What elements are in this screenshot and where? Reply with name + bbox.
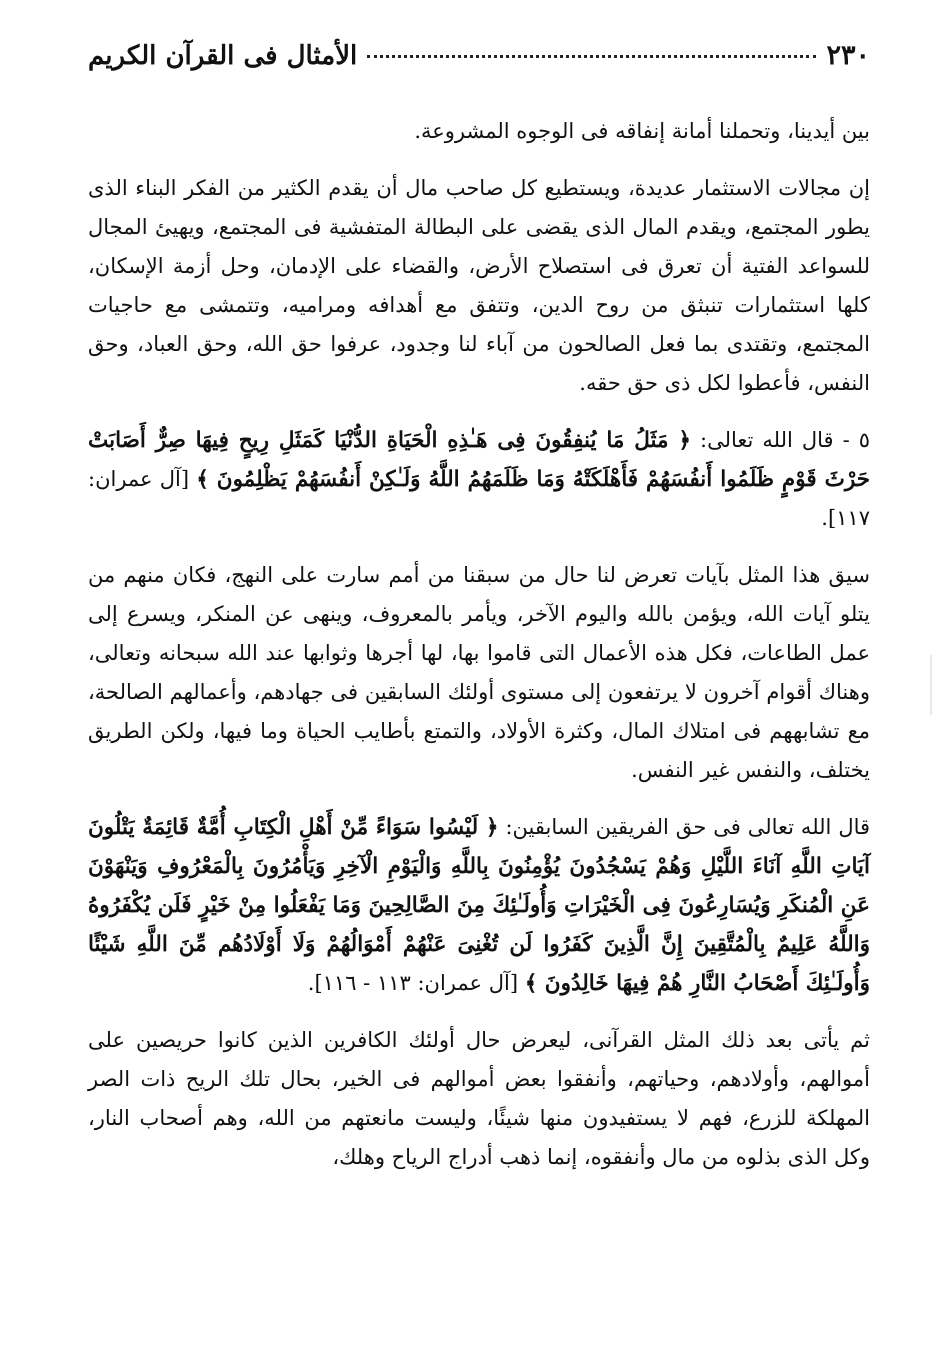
verse-intro: قال الله تعالى فى حق الفريقين السابقين: — [505, 815, 871, 839]
scan-margin-mark — [930, 655, 932, 715]
page-number: ٢٣٠ — [826, 40, 870, 71]
paragraph-explanation: سيق هذا المثل بآيات تعرض لنا حال من سبقنا من أمم سارت على النهج، فكان منهم من يتلو آيات الله، ويؤمن بالله واليوم الآخر، ويأمر بالمعروف، وينهى عن المنكر، ويسرع إلى عمل الطاعات، فكل هذه الأعمال التى قاموا بها، لها أجرها وثوابها عند الله سبحانه وتعالى، وهناك أقوام آخرون لا يرتفعون إلى مستوى أولئك السابقين فى جهادهم، وأعمالهم الصالحة، مع تشابههم فى امتلاك المال، وكثرة الأولاد، والتمتع بأطايب الحياة وما فيها، ولكن الطريق يختلف، والنفس غير النفس. — [88, 563, 870, 782]
page-body — [88, 112, 870, 1177]
paragraph-continuation: بين أيدينا، وتحملنا أمانة إنفاقه فى الوجوه المشروعة. — [414, 119, 870, 143]
paragraph-verse-117 — [88, 421, 870, 538]
paragraph-conclusion: ثم يأتى بعد ذلك المثل القرآنى، ليعرض حال أولئك الكافرين الذين كانوا حريصين على أموالهم، وأولادهم، وحياتهم، وأنفقوا بعض أموالهم فى الخير، بحال تلك الريح ذات الصر المهلكة للزرع، فهم لا يستفيدون منها شيئًا، وليست مانعتهم من الله، وهم أصحاب النار، وكل الذى بذلوه من مال وأنفقوه، إنما ذهب أدراج الرياح وهلك، — [88, 1028, 870, 1169]
verse-reference: [آل عمران: ١١٧]. — [88, 467, 870, 530]
quran-verse: ﴿ لَيْسُوا سَوَاءً مِّنْ أَهْلِ الْكِتَابِ أُمَّةٌ قَائِمَةٌ يَتْلُونَ آيَاتِ اللَّهِ آنَاءَ اللَّيْلِ وَهُمْ يَسْجُدُونَ يُؤْمِنُونَ بِاللَّهِ وَالْيَوْمِ الْآخِرِ وَيَأْمُرُونَ بِالْمَعْرُوفِ وَيَنْهَوْنَ عَنِ الْمُنكَرِ وَيُسَارِعُونَ فِى الْخَيْرَاتِ وَأُولَـٰئِكَ مِنَ الصَّالِحِينَ وَمَا يَفْعَلُوا مِنْ خَيْرٍ فَلَن يُكْفَرُوهُ وَاللَّهُ عَلِيمٌ بِالْمُتَّقِينَ إِنَّ الَّذِينَ كَفَرُوا لَن تُغْنِىَ عَنْهُمْ أَمْوَالُهُمْ وَلَا أَوْلَادُهُم مِّنَ اللَّهِ شَيْئًا وَأُولَـٰئِكَ أَصْحَابُ النَّارِ هُمْ فِيهَا خَالِدُونَ ﴾ — [88, 815, 870, 996]
verse-intro: ٥ - قال الله تعالى: — [700, 428, 870, 452]
page-header — [88, 40, 870, 102]
header-dotted-leader — [367, 55, 816, 58]
verse-reference: [آل عمران: ١١٣ - ١١٦]. — [307, 971, 519, 995]
paragraph-verses-113-116 — [88, 808, 870, 1003]
quran-verse: ﴿ مَثَلُ مَا يُنفِقُونَ فِى هَـٰذِهِ الْحَيَاةِ الدُّنْيَا كَمَثَلِ رِيحٍ فِيهَا صِرٌّ أَصَابَتْ حَرْثَ قَوْمٍ ظَلَمُوا أَنفُسَهُمْ فَأَهْلَكَتْهُ وَمَا ظَلَمَهُمُ اللَّهُ وَلَـٰكِنْ أَنفُسَهُمْ يَظْلِمُونَ ﴾ — [88, 428, 870, 492]
book-title: الأمثال فى القرآن الكريم — [88, 41, 358, 71]
paragraph-investment: إن مجالات الاستثمار عديدة، ويستطيع كل صاحب مال أن يقدم الكثير من الفكر البناء الذى يطور المجتمع، ويقدم المال الذى يقضى على البطالة المتفشية فى المجتمع، ويهيئ المجال للسواعد الفتية أن تعرق فى استصلاح الأرض، والقضاء على الإدمان، وحل أزمة الإسكان، كلها استثمارات تنبثق من روح الدين، وتتفق مع أهدافه ومراميه، وتتمشى مع حاجيات المجتمع، وتقتدى بما فعل الصالحون من آباء لنا وجدود، عرفوا حق الله، وحق العباد، وحق النفس، فأعطوا لكل ذى حق حقه. — [88, 176, 870, 395]
